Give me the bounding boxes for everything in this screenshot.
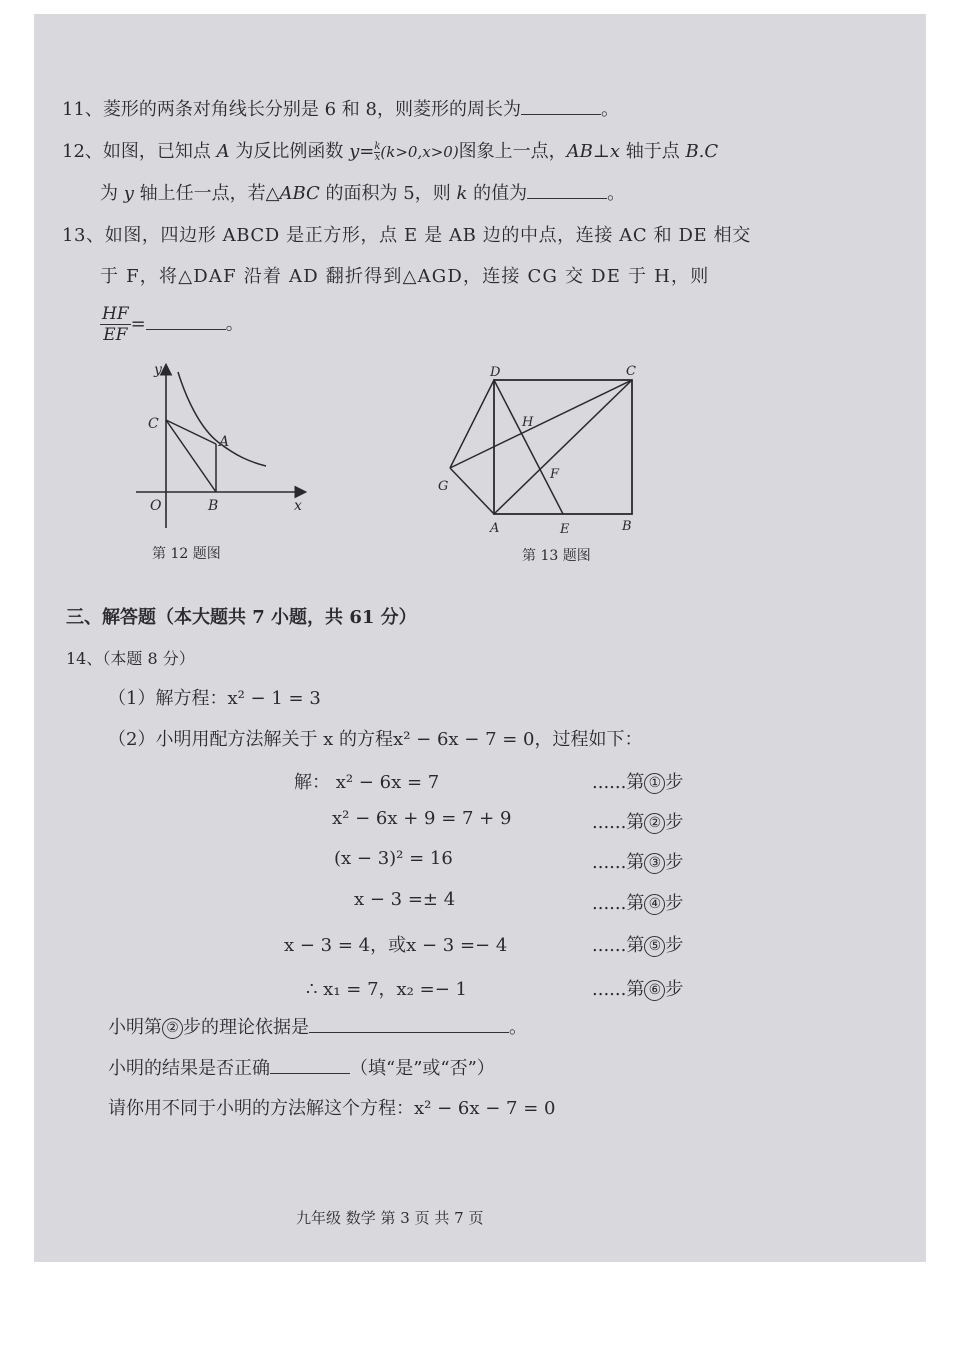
step-expression: x − 3 =± 4	[354, 889, 456, 910]
segment-de	[494, 380, 563, 514]
step-label: ......第 ② 步	[592, 812, 684, 833]
step-label: ......第 ⑤ 步	[592, 935, 684, 956]
figure-12	[120, 358, 320, 538]
question-12: 12、如图，已知点 A 为反比例函数 y= $\frac{k}{x}(k>0,x>0)$图象上一点，AB⊥x 轴于点 B.C	[62, 140, 719, 163]
step-label: ......第 ④ 步	[592, 893, 684, 914]
step-expression: x² − 6x + 9 = 7 + 9	[332, 808, 512, 829]
label-x: x	[294, 498, 302, 514]
question-14: 14、（本题 8 分）	[66, 649, 195, 668]
answer-blank	[146, 329, 226, 330]
question-number: 12、	[62, 141, 103, 162]
label-y: y	[154, 362, 162, 378]
label-b: B	[208, 498, 219, 514]
segment-cg	[450, 380, 632, 468]
step-expression: x − 3 = 4，或x − 3 =− 4	[284, 935, 508, 956]
label-o: O	[150, 498, 162, 514]
question-11: 11、菱形的两条对角线长分别是 6 和 8，则菱形的周长为 。	[62, 99, 619, 120]
step-expression: 解： x² − 6x = 7	[294, 772, 440, 793]
step-expression: (x − 3)² = 16	[334, 848, 453, 869]
figure-13-caption: 第 13 题图	[522, 548, 591, 564]
question-12-line-2: 为 y 轴上任一点，若△ABC 的面积为 5，则 k 的值为 。	[100, 183, 626, 204]
step-expression: ∴ x₁ = 7，x₂ =− 1	[306, 979, 467, 1000]
question-13: 13、如图，四边形 ABCD 是正方形，点 E 是 AB 边的中点，连接 AC 和 DE 相交	[62, 225, 751, 246]
step-label: ......第 ③ 步	[592, 852, 684, 873]
page-footer: 九年级 数学 第 3 页 共 7 页	[296, 1209, 484, 1227]
question-number: 14、	[66, 649, 103, 668]
question-14-part-2: （2）小明用配方法解关于 x 的方程x² − 6x − 7 = 0，过程如下：	[108, 729, 643, 750]
question-number: 13、	[62, 225, 105, 246]
segment-gd	[450, 380, 494, 468]
question-13-line-2: 于 F，将△DAF 沿着 AD 翻折得到△AGD，连接 CG 交 DE 于 H，则	[100, 266, 710, 287]
label-h: H	[522, 415, 534, 430]
answer-blank	[521, 114, 601, 115]
label-a: A	[490, 521, 500, 536]
question-14-part-1: （1）解方程：x² − 1 = 3	[108, 688, 321, 709]
segment-ga	[450, 468, 494, 514]
segment-cb	[166, 420, 216, 492]
step-label: ......第 ⑥ 步	[592, 979, 684, 1000]
fraction-hf-over-ef: $\frac{HF}{EF}$	[102, 304, 129, 345]
hyperbola-curve	[178, 372, 266, 466]
label-e: E	[560, 522, 570, 537]
label-a: A	[219, 434, 230, 450]
step-label: ......第 ① 步	[592, 772, 684, 793]
section-heading: 三、解答题（本大题共 7 小题，共 61 分）	[66, 607, 417, 628]
label-d: D	[490, 365, 501, 380]
basis-question: 小明第 ② 步的理论依据是 。	[108, 1017, 527, 1038]
label-c: C	[148, 416, 159, 432]
label-g: G	[438, 479, 449, 494]
fraction-k-over-x: $\frac{k}{x}$	[374, 140, 381, 163]
figure-13	[430, 360, 650, 540]
figure-12-caption: 第 12 题图	[152, 546, 221, 562]
correctness-question: 小明的结果是否正确 （填“是”或“否”）	[108, 1058, 495, 1079]
label-b: B	[622, 519, 632, 534]
answer-blank	[527, 198, 607, 199]
answer-blank	[270, 1073, 350, 1074]
question-number: 11、	[62, 99, 103, 120]
label-c: C	[626, 364, 636, 379]
answer-blank	[309, 1032, 509, 1033]
question-13-answer: $\frac{HF}{EF}$ = 。	[102, 304, 244, 345]
diagonal-ac	[494, 380, 632, 514]
label-f: F	[550, 467, 560, 482]
question-text: 菱形的两条对角线长分别是 6 和 8，则菱形的周长为	[102, 99, 521, 120]
alternative-method-question: 请你用不同于小明的方法解这个方程：x² − 6x − 7 = 0	[108, 1098, 556, 1119]
